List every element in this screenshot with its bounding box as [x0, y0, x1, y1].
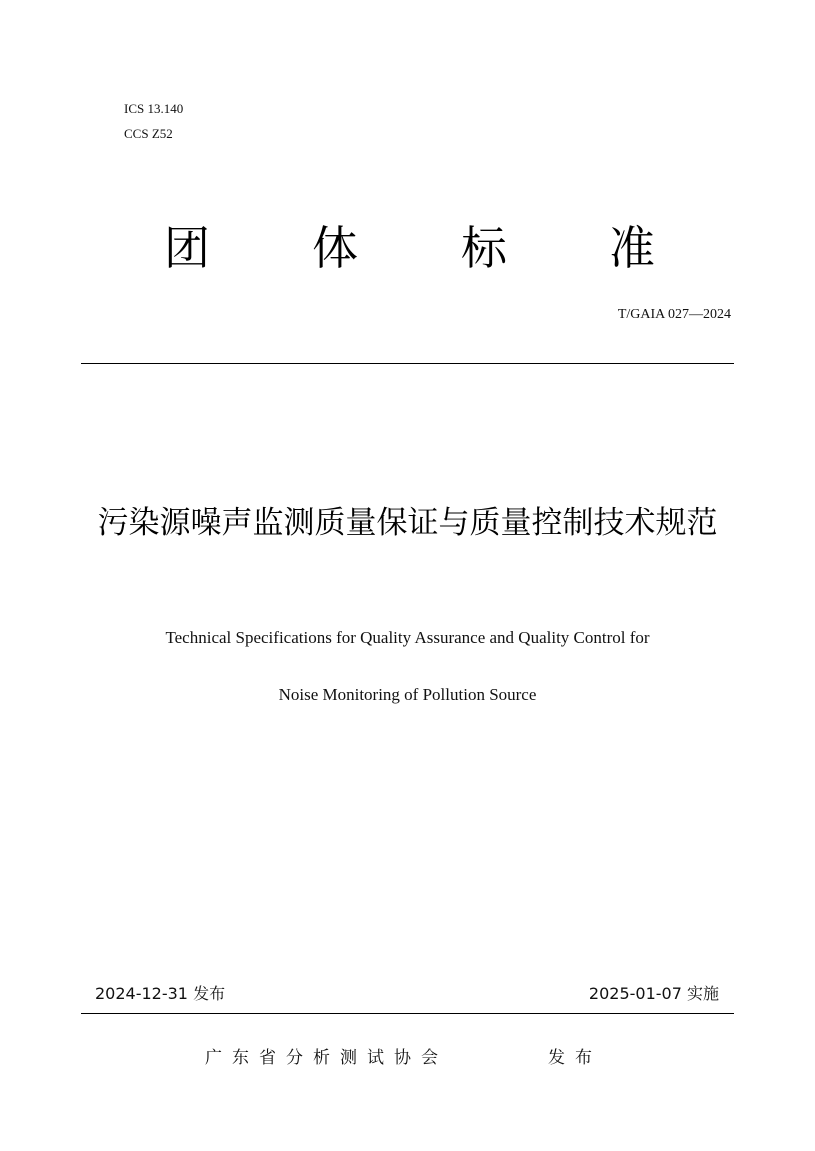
top-divider: [81, 363, 734, 364]
document-title-chinese: 污染源噪声监测质量保证与质量控制技术规范: [97, 505, 718, 541]
issue-date: 2024-12-31 发布: [95, 984, 226, 1003]
ics-code: ICS 13.140: [124, 101, 184, 116]
bottom-divider: [81, 1013, 734, 1014]
ccs-code: CCS Z52: [124, 126, 173, 141]
standard-type-char: 体: [312, 221, 358, 275]
standard-number: T/GAIA 027—2024: [617, 307, 731, 322]
standard-type-char: 标: [461, 221, 507, 275]
implementation-date: 2025-01-07 实施: [588, 984, 719, 1003]
document-title-english-line2: Noise Monitoring of Pollution Source: [278, 685, 537, 704]
publish-label: 发布: [548, 1048, 602, 1068]
publisher-name: 广东省分析测试协会: [205, 1048, 448, 1068]
standard-type-char: 准: [609, 221, 655, 275]
standard-type-char: 团: [164, 221, 210, 275]
document-title-english-line1: Technical Specifications for Quality Assurance and Quality Control for: [165, 628, 650, 647]
